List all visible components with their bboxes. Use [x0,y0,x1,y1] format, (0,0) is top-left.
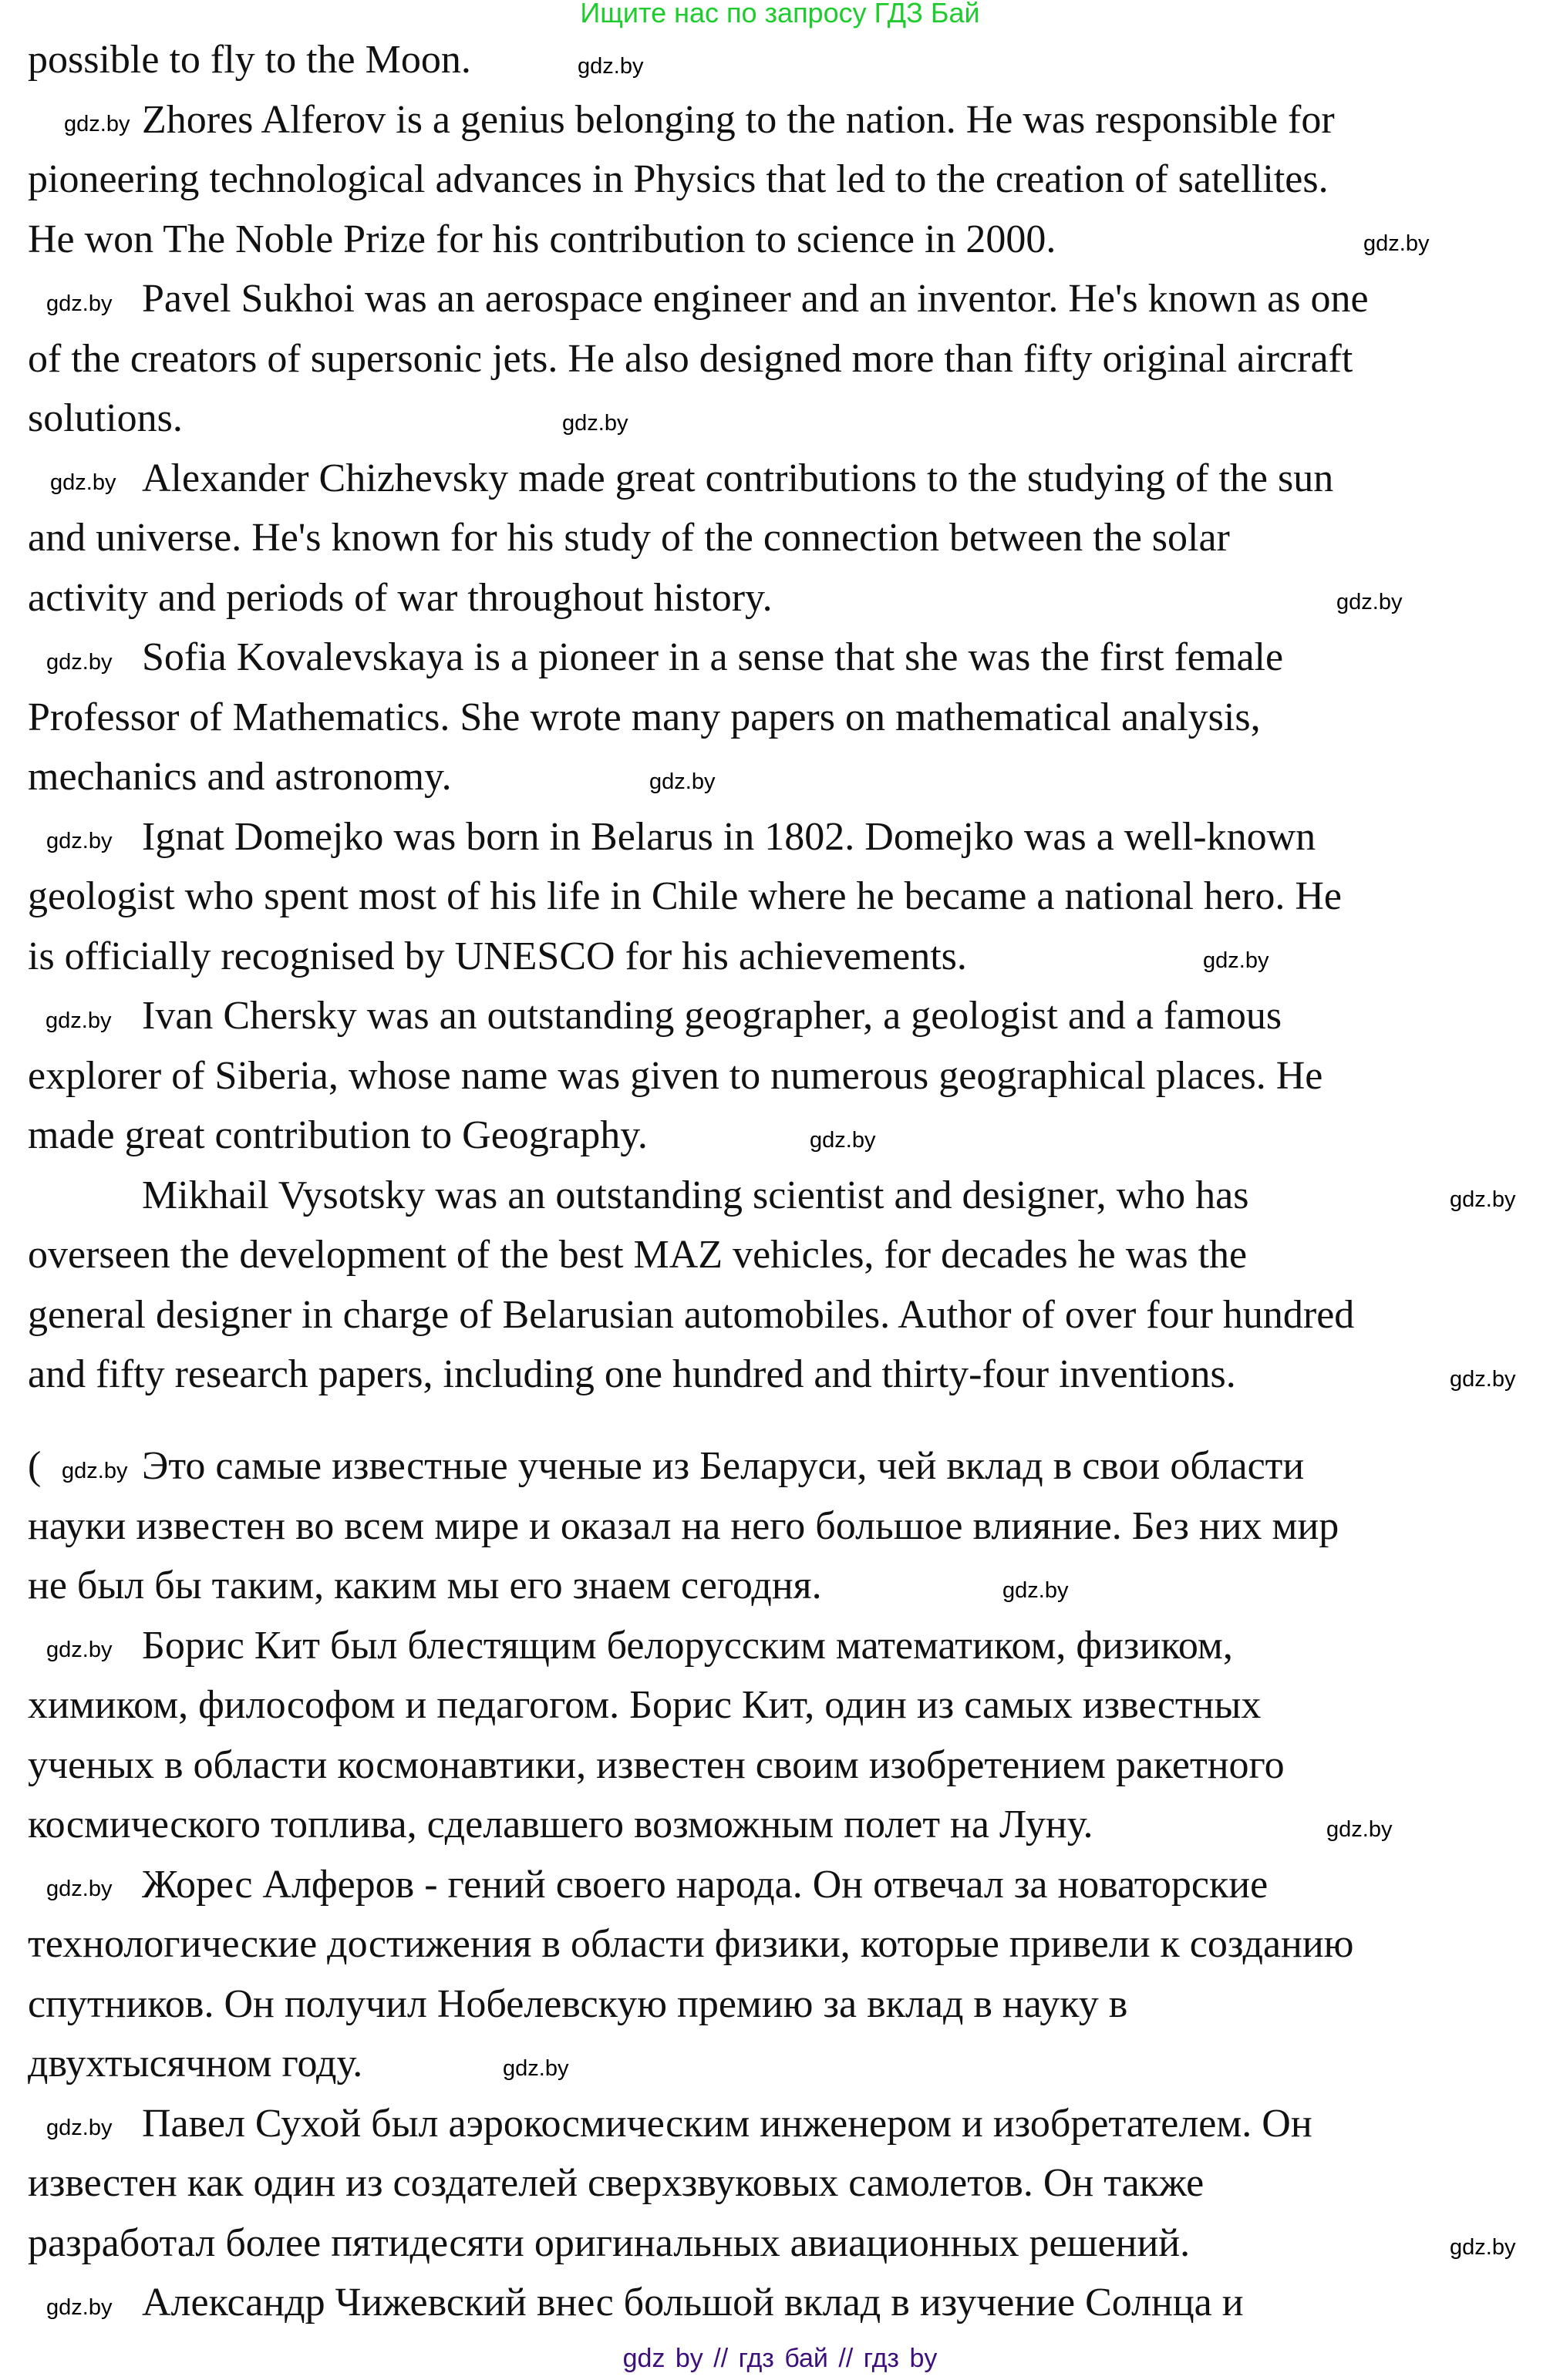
watermark: gdz.by [503,2056,569,2081]
text-line: explorer of Siberia, whose name was given to numerous geographical places. He [28,1053,1323,1098]
text-line: Ivan Chersky was an outstanding geographer, a geologist and a famous [142,994,1282,1038]
text-line: made great contribution to Geography. [28,1113,648,1157]
search-banner: Ищите нас по запросу ГДЗ Бай [580,0,980,29]
watermark: gdz.by [64,112,130,136]
text-line: He won The Noble Prize for his contribution to science in 2000. [28,217,1056,261]
text-line: двухтысячном году. [28,2042,363,2085]
watermark: gdz.by [1450,1187,1516,1212]
text-line: Zhores Alferov is a genius belonging to the nation. He was responsible for [142,97,1335,142]
watermark: gdz.by [1450,1367,1516,1392]
text-line: спутников. Он получил Нобелевскую премию за вклад в науку в [28,1981,1128,2026]
text-line: overseen the development of the best MAZ vehicles, for decades he was the [28,1233,1248,1277]
text-line: Борис Кит был блестящим белорусским математиком, физиком, [142,1623,1233,1668]
watermark: gdz.by [62,1459,128,1483]
watermark: gdz.by [50,470,116,495]
watermark: gdz.by [46,2295,113,2320]
text-line: не был бы таким, каким мы его знаем сегодня. [28,1564,822,1607]
watermark: gdz.by [46,2116,113,2140]
watermark: gdz.by [46,291,113,316]
text-line: general designer in charge of Belarusian automobiles. Author of over four hundred [28,1292,1355,1337]
watermark: gdz.by [1203,948,1269,973]
russian-translation [28,1443,1539,2340]
text-line: and universe. He's known for his study of the connection between the solar [28,516,1230,560]
watermark: gdz.by [46,1638,113,1662]
text-line: and fifty research papers, including one hundred and thirty-four inventions. [28,1352,1236,1396]
text-line: Александр Чижевский внес большой вклад в изучение Солнца и [142,2281,1244,2324]
watermark: gdz.by [1363,231,1430,256]
text-line: is officially recognised by UNESCO for his achievements. [28,934,967,978]
text-line: разработал более пятидесяти оригинальных авиационных решений. [28,2220,1191,2265]
watermark: gdz.by [46,650,113,675]
text-line: pioneering technological advances in Physics that led to the creation of satellites. [28,157,1329,201]
text-line: науки известен во всем мире и оказал на него большое влияние. Без них мир [28,1503,1339,1548]
text-line: Pavel Sukhoi was an aerospace engineer and an inventor. He's known as one [142,277,1369,321]
watermark: gdz.by [810,1128,876,1153]
watermark: gdz.by [46,1877,113,1901]
text-line: химиком, философом и педагогом. Борис Кит, один из самых известных [28,1683,1262,1727]
text-line: ученых в области космонавтики, известен своим изобретением ракетного [28,1742,1285,1787]
text-line: mechanics and astronomy. [28,755,452,799]
text-line: possible to fly to the Moon. [28,38,471,82]
watermark: gdz.by [46,829,113,853]
text-line: Sofia Kovalevskaya is a pioneer in a sense that she was the first female [142,635,1284,679]
text-line: of the creators of supersonic jets. He also designed more than fifty original aircraft [28,336,1353,381]
watermark: gdz.by [1326,1817,1393,1842]
text-line: космического топлива, сделавшего возможным полет на Луну. [28,1803,1093,1846]
watermark: gdz.by [45,1008,112,1033]
footer-links: gdz by // гдз бай // гдз by [622,2344,938,2373]
english-text [28,37,1539,1412]
text-line: geologist who spent most of his life in Chile where he became a national hero. He [28,874,1342,918]
text-line: Mikhail Vysotsky was an outstanding scientist and designer, who has [142,1173,1249,1217]
text-line: Павел Сухой был аэрокосмическим инженером и изобретателем. Он [142,2101,1312,2146]
watermark: gdz.by [578,54,644,79]
text-line: Ignat Domejko was born in Belarus in 1802. Domejko was a well-known [142,814,1316,859]
text-line: технологические достижения в области физики, которые привели к созданию [28,1922,1354,1966]
watermark: gdz.by [562,411,628,436]
text-line: Alexander Chizhevsky made great contributions to the studying of the sun [142,456,1334,500]
watermark: gdz.by [1450,2235,1516,2260]
text-line: известен как один из создателей сверхзвуковых самолетов. Он также [28,2161,1205,2205]
text-line: Это самые известные ученые из Беларуси, чей вклад в свои области [142,1444,1305,1488]
text-line: activity and periods of war throughout history. [28,575,773,620]
text-line: Жорес Алферов - гений своего народа. Он отвечал за новаторские [142,1862,1269,1907]
text-line: Professor of Mathematics. She wrote many papers on mathematical analysis, [28,695,1261,739]
watermark: gdz.by [649,769,716,794]
text-line: solutions. [28,396,183,440]
watermark: gdz.by [1336,590,1403,614]
open-parenthesis: ( [28,1444,42,1488]
watermark: gdz.by [1002,1578,1069,1603]
